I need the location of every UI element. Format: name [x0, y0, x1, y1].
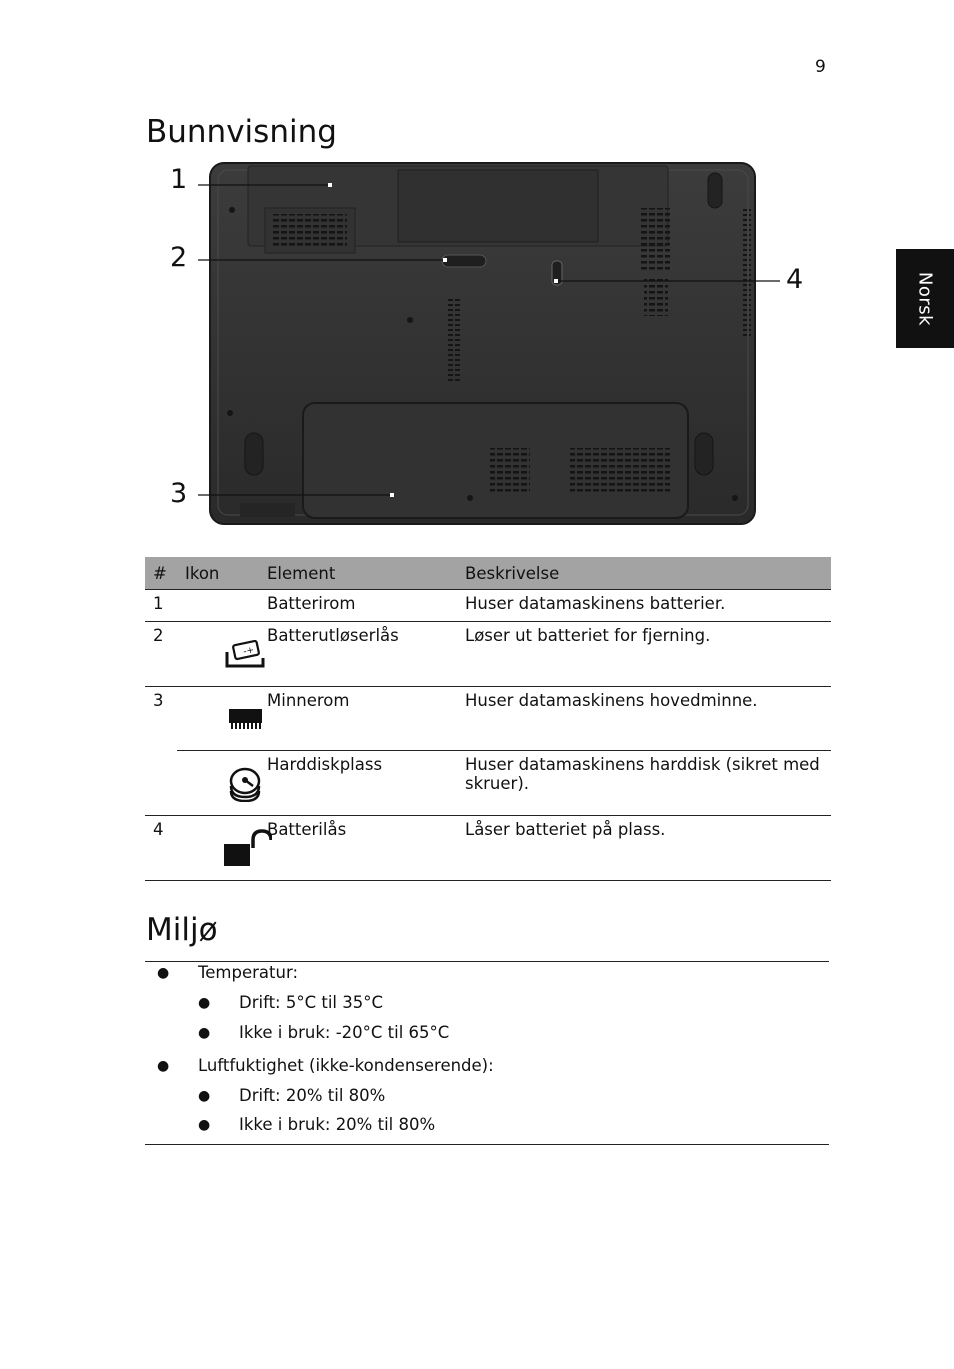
table-row — [145, 751, 831, 816]
table-row — [145, 590, 831, 622]
table-header-row — [145, 557, 831, 590]
row-element: Harddiskplass — [259, 751, 457, 816]
language-tab-label: Norsk — [914, 271, 936, 326]
list-subitem: Ikke i bruk: 20% til 80% — [239, 1115, 436, 1134]
table-row — [145, 687, 831, 751]
callout-4: 4 — [786, 264, 804, 295]
environment-list — [145, 961, 829, 1145]
bullet-icon: ● — [198, 1117, 211, 1133]
memory-icon — [228, 707, 264, 731]
bullet-icon: ● — [157, 1058, 170, 1074]
table-row — [145, 816, 831, 881]
row-number: 2 — [145, 622, 177, 687]
page-number: 9 — [815, 57, 826, 77]
bullet-icon: ● — [198, 1025, 211, 1041]
bullet-icon: ● — [198, 1088, 211, 1104]
header-icon: Ikon — [177, 557, 259, 590]
callout-1: 1 — [170, 164, 188, 195]
list-subitem: Drift: 5°C til 35°C — [239, 993, 384, 1012]
row-description: Huser datamaskinens batterier. — [457, 590, 831, 622]
language-tab — [896, 249, 954, 348]
row-icon-empty — [177, 590, 259, 622]
laptop-bottom-figure — [160, 158, 804, 530]
row-number: 4 — [145, 816, 177, 881]
bullet-icon: ● — [198, 995, 211, 1011]
row-element: Batterilås — [259, 816, 457, 881]
row-element: Batterirom — [259, 590, 457, 622]
section-title-bottom-view: Bunnvisning — [146, 114, 337, 150]
row-description: Huser datamaskinens harddisk (sikret med skruer). — [457, 751, 831, 816]
row-number — [145, 751, 177, 816]
header-description: Beskrivelse — [457, 557, 831, 590]
unlock-icon — [222, 828, 272, 868]
list-subitem: Ikke i bruk: -20°C til 65°C — [239, 1023, 450, 1042]
header-number: # — [145, 557, 177, 590]
row-element: Minnerom — [259, 687, 457, 751]
row-description: Låser batteriet på plass. — [457, 816, 831, 881]
header-element: Element — [259, 557, 457, 590]
row-description: Huser datamaskinens hovedminne. — [457, 687, 831, 751]
svg-text:-+: -+ — [242, 645, 256, 658]
row-element: Batterutløserlås — [259, 622, 457, 687]
row-number: 3 — [145, 687, 177, 751]
list-item: Luftfuktighet (ikke-kondenserende): — [198, 1056, 494, 1075]
section-title-environment: Miljø — [146, 912, 218, 948]
bullet-icon: ● — [157, 965, 170, 981]
row-description: Løser ut batteriet for fjerning. — [457, 622, 831, 687]
row-number: 1 — [145, 590, 177, 622]
table-row — [145, 622, 831, 687]
list-subitem: Drift: 20% til 80% — [239, 1086, 386, 1105]
list-item: Temperatur: — [198, 963, 298, 982]
callout-2: 2 — [170, 242, 188, 273]
laptop-bottom-image — [160, 158, 800, 530]
hdd-icon — [228, 766, 264, 802]
components-table — [145, 557, 831, 881]
callout-3: 3 — [170, 478, 188, 509]
battery-release-icon — [225, 640, 267, 670]
